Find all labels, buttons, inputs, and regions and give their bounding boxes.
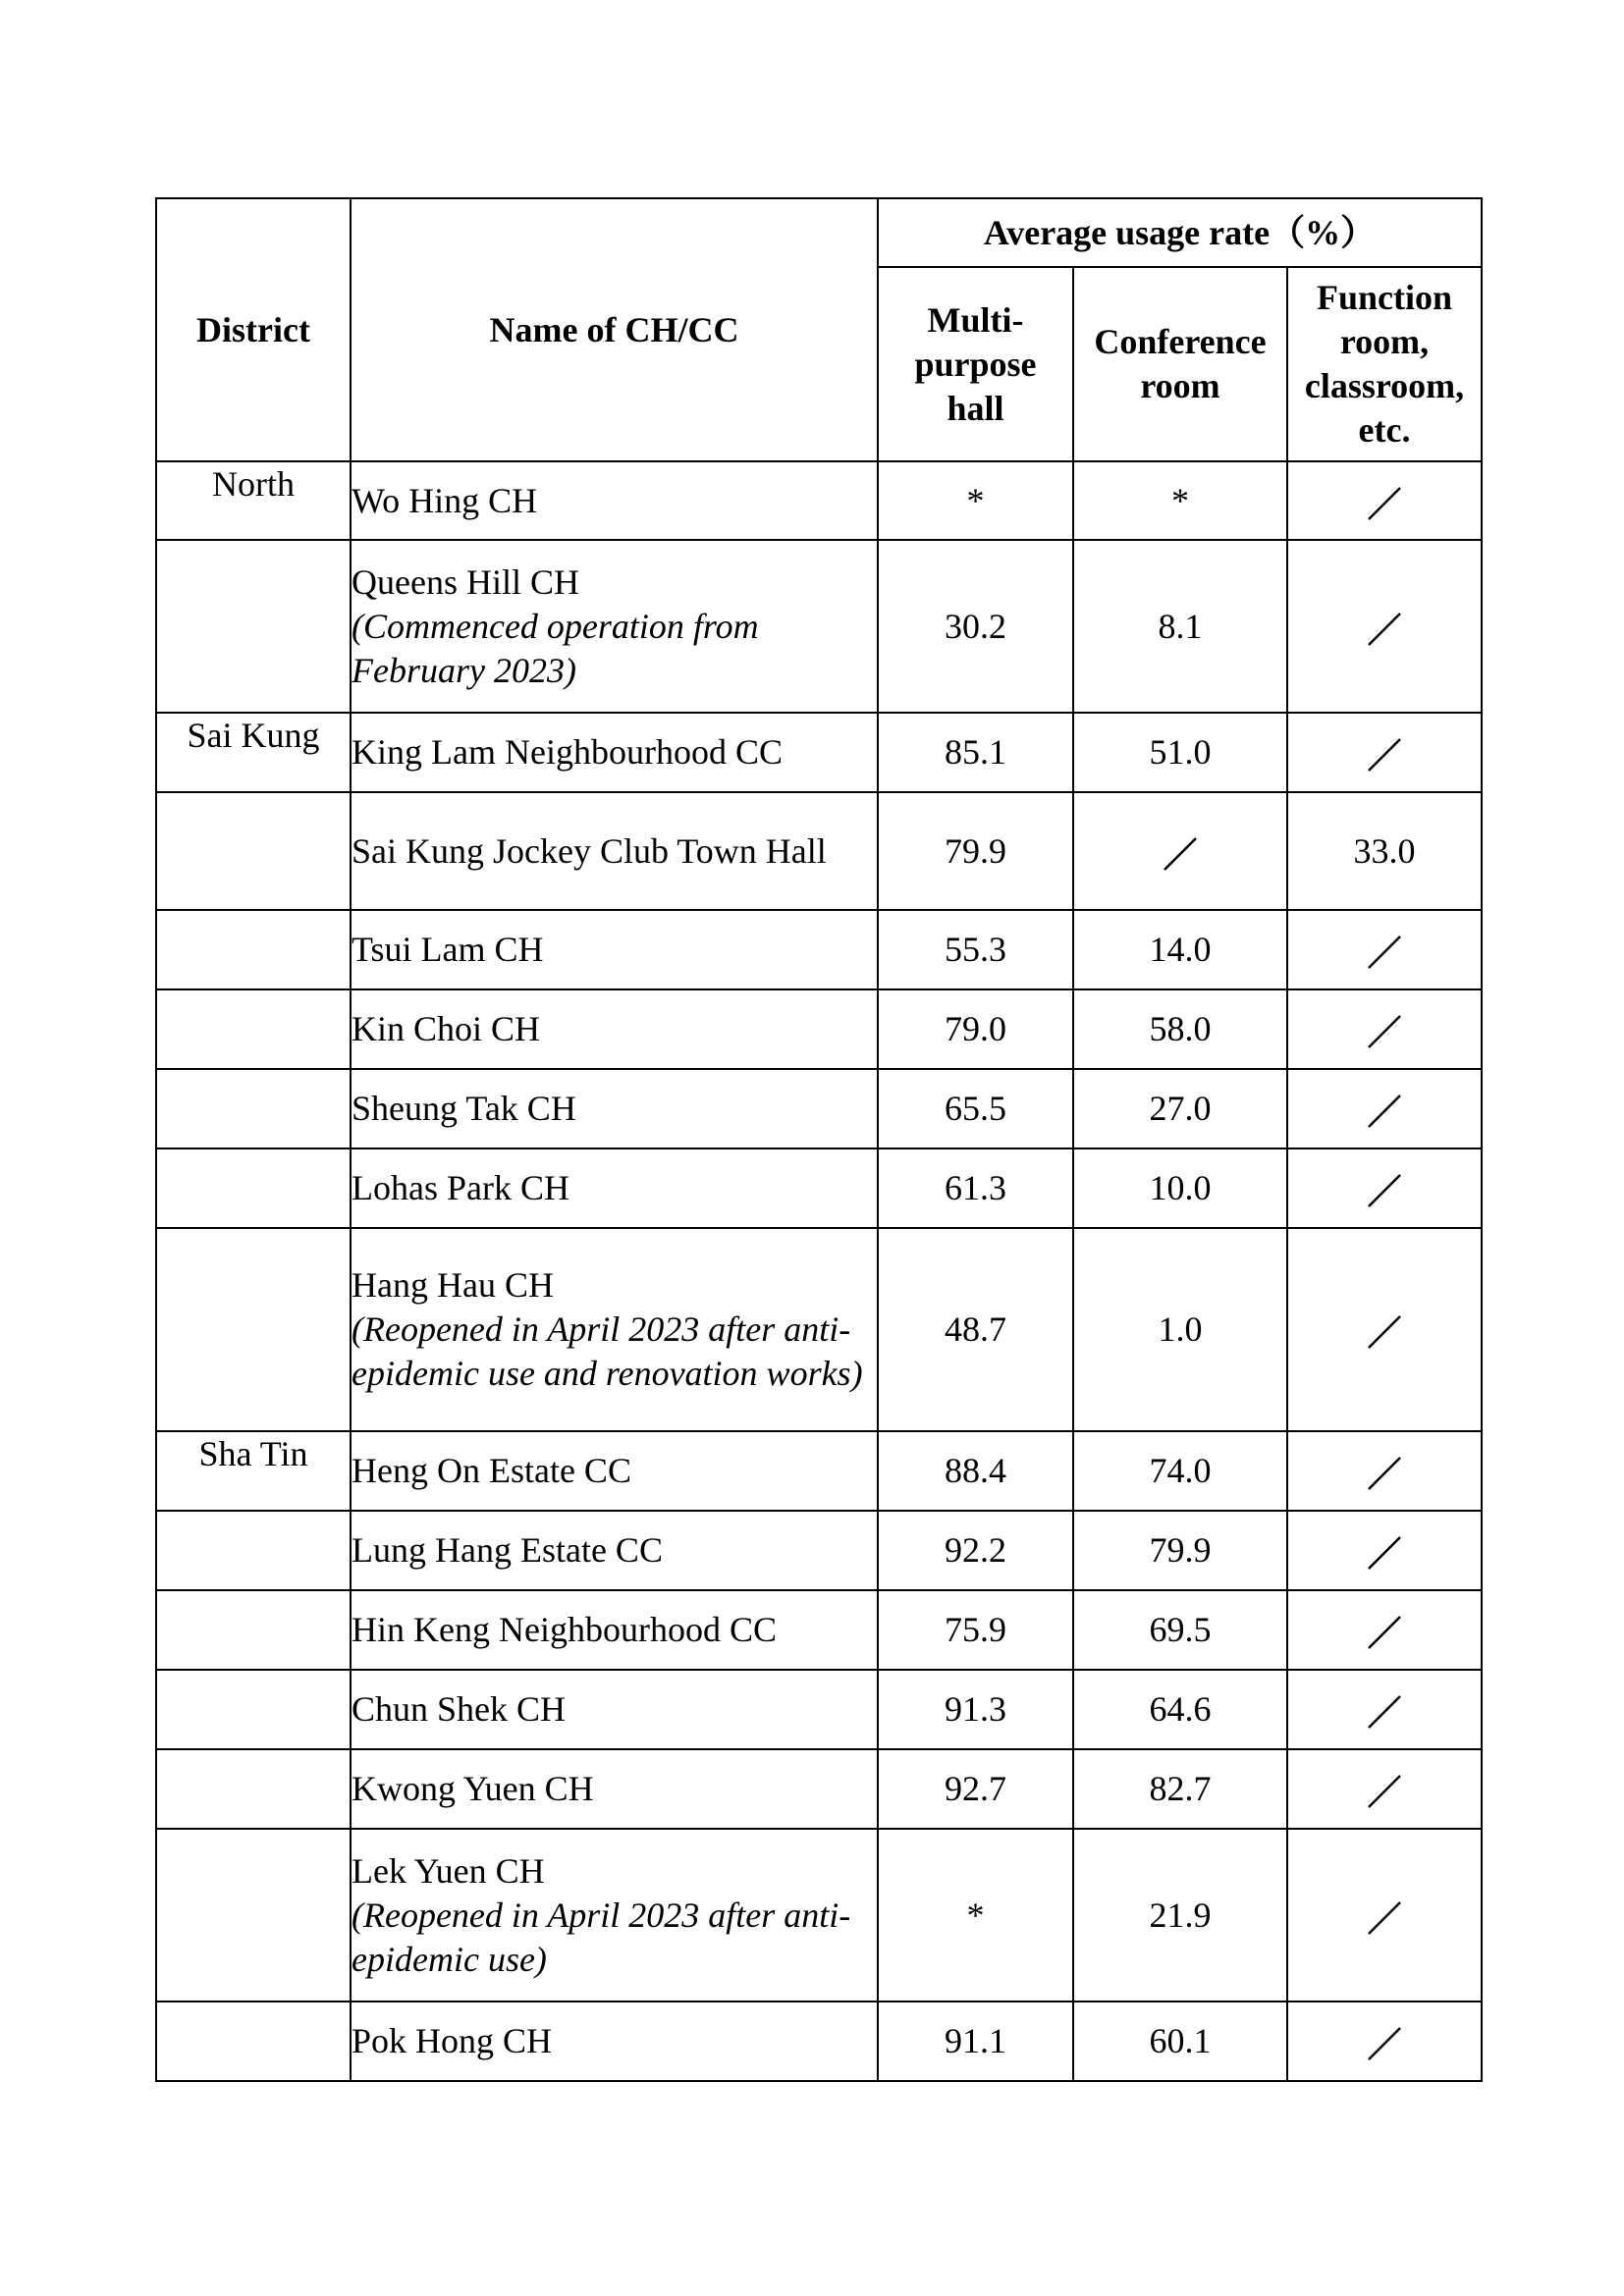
multi-purpose-hall-rate: 79.0 xyxy=(878,989,1073,1069)
district-cell-empty xyxy=(156,910,351,989)
facility-name-cell xyxy=(351,989,878,1069)
table-body xyxy=(156,461,1482,2081)
facility-name: Wo Hing CH xyxy=(352,480,538,520)
slash-icon xyxy=(1365,610,1404,649)
district-cell-empty xyxy=(156,2002,351,2081)
table-row xyxy=(156,1431,1482,1511)
slash-icon xyxy=(1365,1692,1404,1732)
conference-room-rate: 21.9 xyxy=(1073,1829,1287,2002)
facility-name: Kwong Yuen CH xyxy=(352,1769,594,1808)
conference-room-rate: 51.0 xyxy=(1073,713,1287,792)
table-row xyxy=(156,1069,1482,1148)
conference-room-rate: 10.0 xyxy=(1073,1148,1287,1228)
table-row xyxy=(156,1228,1482,1431)
facility-name-cell xyxy=(351,1228,878,1431)
district-cell-empty xyxy=(156,1590,351,1670)
table-row xyxy=(156,910,1482,989)
multi-purpose-hall-rate: 79.9 xyxy=(878,792,1073,910)
slash-icon xyxy=(1365,735,1404,774)
facility-name: Lohas Park CH xyxy=(352,1168,569,1207)
district-cell-empty xyxy=(156,1829,351,2002)
slash-icon xyxy=(1365,933,1404,972)
conference-room-rate: 79.9 xyxy=(1073,1511,1287,1590)
table-row xyxy=(156,540,1482,713)
facility-note: (Reopened in April 2023 after anti-epidemic use) xyxy=(352,1895,851,1979)
usage-rate-table xyxy=(155,197,1483,2082)
facility-name-cell xyxy=(351,1069,878,1148)
conference-room-rate-not-applicable xyxy=(1073,792,1287,910)
facility-name: Sheung Tak CH xyxy=(352,1089,576,1128)
table-row xyxy=(156,2002,1482,2081)
function-room-rate-not-applicable xyxy=(1287,989,1482,1069)
table-row xyxy=(156,1148,1482,1228)
conference-room-rate: * xyxy=(1073,461,1287,540)
facility-name-cell xyxy=(351,1148,878,1228)
facility-name: King Lam Neighbourhood CC xyxy=(352,732,783,772)
district-cell: North xyxy=(156,461,351,540)
multi-purpose-hall-rate: 92.2 xyxy=(878,1511,1073,1590)
slash-icon xyxy=(1365,484,1404,523)
slash-icon xyxy=(1365,1012,1404,1051)
header-conference-room: Conference room xyxy=(1073,267,1287,461)
function-room-rate-not-applicable xyxy=(1287,1228,1482,1431)
table-row xyxy=(156,792,1482,910)
table-row xyxy=(156,989,1482,1069)
multi-purpose-hall-rate: 75.9 xyxy=(878,1590,1073,1670)
district-cell-empty xyxy=(156,792,351,910)
header-function-room: Function room, classroom, etc. xyxy=(1287,267,1482,461)
facility-name: Hang Hau CH xyxy=(352,1265,554,1305)
function-room-rate-not-applicable xyxy=(1287,910,1482,989)
table-row xyxy=(156,1590,1482,1670)
conference-room-rate: 58.0 xyxy=(1073,989,1287,1069)
multi-purpose-hall-rate: 88.4 xyxy=(878,1431,1073,1511)
slash-icon xyxy=(1365,2024,1404,2063)
facility-name-cell xyxy=(351,2002,878,2081)
conference-room-rate: 69.5 xyxy=(1073,1590,1287,1670)
slash-icon xyxy=(1365,1613,1404,1652)
multi-purpose-hall-rate: 30.2 xyxy=(878,540,1073,713)
district-cell-empty xyxy=(156,989,351,1069)
facility-name: Hin Keng Neighbourhood CC xyxy=(352,1610,777,1649)
facility-name-cell xyxy=(351,540,878,713)
header-district: District xyxy=(156,198,351,461)
function-room-rate-not-applicable xyxy=(1287,1148,1482,1228)
slash-icon xyxy=(1365,1898,1404,1938)
table-row xyxy=(156,1749,1482,1829)
district-cell-empty xyxy=(156,1228,351,1431)
multi-purpose-hall-rate: 92.7 xyxy=(878,1749,1073,1829)
header-multi-purpose-hall: Multi-purpose hall xyxy=(878,267,1073,461)
district-cell: Sai Kung xyxy=(156,713,351,792)
table-row xyxy=(156,713,1482,792)
table-row xyxy=(156,1511,1482,1590)
facility-note: (Commenced operation from February 2023) xyxy=(352,606,759,690)
facility-name-cell xyxy=(351,461,878,540)
conference-room-rate: 60.1 xyxy=(1073,2002,1287,2081)
multi-purpose-hall-rate: 85.1 xyxy=(878,713,1073,792)
function-room-rate-not-applicable xyxy=(1287,540,1482,713)
district-cell-empty xyxy=(156,1749,351,1829)
facility-name: Chun Shek CH xyxy=(352,1689,567,1729)
facility-name: Lek Yuen CH xyxy=(352,1850,545,1891)
facility-name-cell xyxy=(351,792,878,910)
facility-name: Queens Hill CH xyxy=(352,561,579,602)
district-cell-empty xyxy=(156,1511,351,1590)
multi-purpose-hall-rate: * xyxy=(878,461,1073,540)
slash-icon xyxy=(1365,1454,1404,1493)
district-cell-empty xyxy=(156,540,351,713)
facility-name-cell xyxy=(351,1670,878,1749)
conference-room-rate: 27.0 xyxy=(1073,1069,1287,1148)
conference-room-rate: 14.0 xyxy=(1073,910,1287,989)
function-room-rate-not-applicable xyxy=(1287,1749,1482,1829)
facility-name-cell xyxy=(351,1431,878,1511)
table-row xyxy=(156,1829,1482,2002)
function-room-rate-not-applicable xyxy=(1287,461,1482,540)
function-room-rate: 33.0 xyxy=(1287,792,1482,910)
slash-icon xyxy=(1365,1312,1404,1352)
multi-purpose-hall-rate: 55.3 xyxy=(878,910,1073,989)
facility-name: Heng On Estate CC xyxy=(352,1451,631,1490)
facility-name-cell xyxy=(351,1749,878,1829)
district-cell: Sha Tin xyxy=(156,1431,351,1511)
multi-purpose-hall-rate: 91.1 xyxy=(878,2002,1073,2081)
facility-name-cell xyxy=(351,910,878,989)
facility-name: Kin Choi CH xyxy=(352,1009,541,1048)
function-room-rate-not-applicable xyxy=(1287,1511,1482,1590)
conference-room-rate: 82.7 xyxy=(1073,1749,1287,1829)
function-room-rate-not-applicable xyxy=(1287,1431,1482,1511)
district-cell-empty xyxy=(156,1148,351,1228)
facility-name-cell xyxy=(351,713,878,792)
table-row xyxy=(156,461,1482,540)
facility-name: Sai Kung Jockey Club Town Hall xyxy=(352,830,827,871)
facility-name-cell xyxy=(351,1511,878,1590)
multi-purpose-hall-rate: 65.5 xyxy=(878,1069,1073,1148)
function-room-rate-not-applicable xyxy=(1287,1069,1482,1148)
function-room-rate-not-applicable xyxy=(1287,713,1482,792)
slash-icon xyxy=(1365,1772,1404,1811)
multi-purpose-hall-rate: 48.7 xyxy=(878,1228,1073,1431)
conference-room-rate: 64.6 xyxy=(1073,1670,1287,1749)
multi-purpose-hall-rate: 61.3 xyxy=(878,1148,1073,1228)
conference-room-rate: 1.0 xyxy=(1073,1228,1287,1431)
facility-name: Tsui Lam CH xyxy=(352,930,544,969)
slash-icon xyxy=(1161,834,1200,874)
facility-note: (Reopened in April 2023 after anti-epidemic use and renovation works) xyxy=(352,1309,863,1393)
facility-name-cell xyxy=(351,1829,878,2002)
conference-room-rate: 74.0 xyxy=(1073,1431,1287,1511)
header-average-usage-rate: Average usage rate（%） xyxy=(878,198,1482,267)
district-cell-empty xyxy=(156,1069,351,1148)
table-row xyxy=(156,1670,1482,1749)
function-room-rate-not-applicable xyxy=(1287,2002,1482,2081)
header-name: Name of CH/CC xyxy=(351,198,878,461)
facility-name: Pok Hong CH xyxy=(352,2021,553,2060)
function-room-rate-not-applicable xyxy=(1287,1590,1482,1670)
multi-purpose-hall-rate: 91.3 xyxy=(878,1670,1073,1749)
facility-name-cell xyxy=(351,1590,878,1670)
function-room-rate-not-applicable xyxy=(1287,1670,1482,1749)
slash-icon xyxy=(1365,1533,1404,1573)
district-cell-empty xyxy=(156,1670,351,1749)
conference-room-rate: 8.1 xyxy=(1073,540,1287,713)
slash-icon xyxy=(1365,1171,1404,1210)
facility-name: Lung Hang Estate CC xyxy=(352,1530,663,1570)
function-room-rate-not-applicable xyxy=(1287,1829,1482,2002)
multi-purpose-hall-rate: * xyxy=(878,1829,1073,2002)
slash-icon xyxy=(1365,1092,1404,1131)
